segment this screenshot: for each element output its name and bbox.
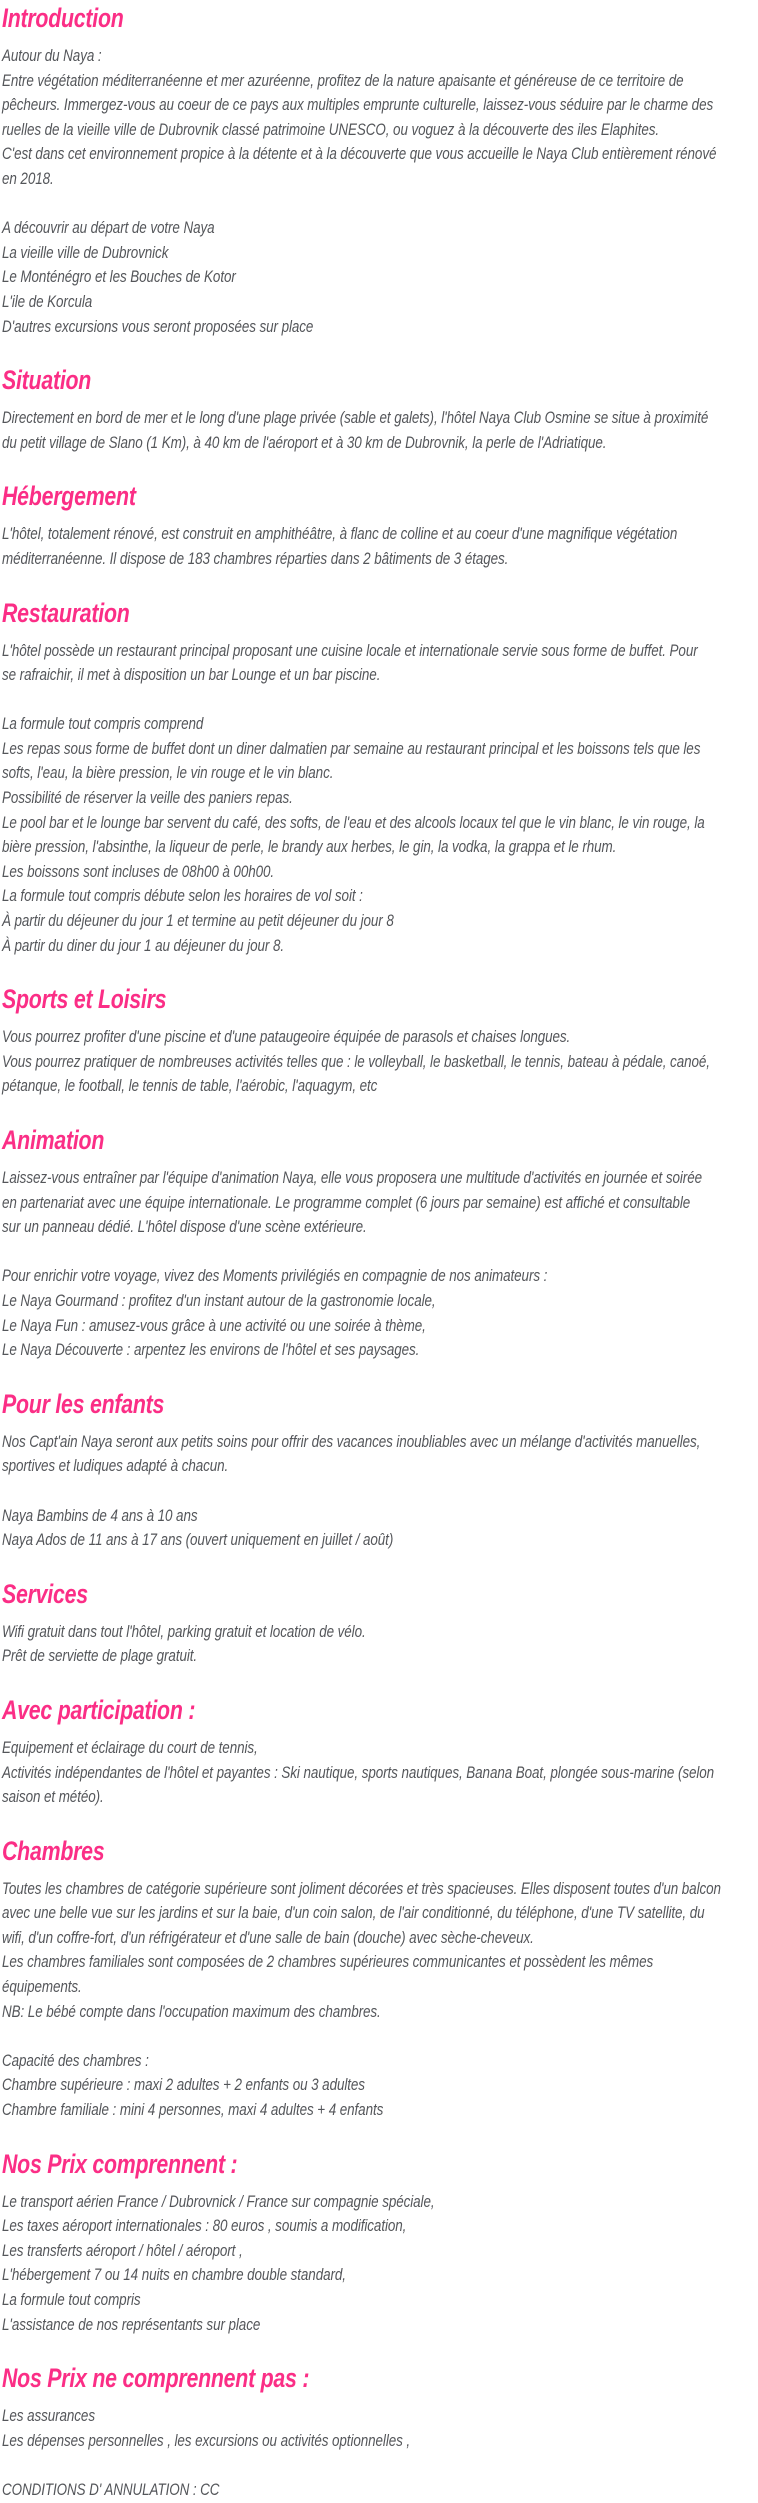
- section-nos-prix-comprennent: [2, 2146, 758, 2338]
- paragraph-block: [2, 1504, 758, 1553]
- section-restauration: [2, 595, 758, 959]
- text-line: Entre végétation méditerranéenne et mer azuréenne, profitez de la nature apaisante et généreuse de ce territoire de: [2, 70, 684, 90]
- paragraph-block: [2, 2049, 758, 2123]
- section-introduction: [2, 0, 758, 339]
- text-line: Le Naya Gourmand : profitez d'un instant autour de la gastronomie locale,: [2, 1290, 436, 1310]
- text-line: Possibilité de réserver la veille des paniers repas.: [2, 788, 293, 808]
- text-line: La vieille ville de Dubrovnick: [2, 242, 169, 262]
- text-line: pétanque, le football, le tennis de table, l'aérobic, l'aquagym, etc: [2, 1076, 378, 1096]
- section-hebergement: [2, 478, 758, 571]
- paragraph-block: [2, 1430, 758, 1479]
- text-line: saison et météo).: [2, 1787, 104, 1807]
- text-line: Les repas sous forme de buffet dont un diner dalmatien par semaine au restaurant principal et les boissons tels que les: [2, 738, 701, 758]
- section-heading-sports-et-loisirs: Sports et Loisirs: [2, 984, 167, 1015]
- text-line: CONDITIONS D' ANNULATION : CC: [2, 2479, 220, 2499]
- text-line: Les boissons sont incluses de 08h00 à 00h00.: [2, 861, 275, 881]
- text-line: Laissez-vous entraîner par l'équipe d'animation Naya, elle vous proposera une multitude d'activités en journée et soirée: [2, 1168, 702, 1187]
- text-line: Naya Bambins de 4 ans à 10 ans: [2, 1505, 198, 1525]
- text-line: Vous pourrez profiter d'une piscine et d'une pataugeoire équipée de parasols et chaises longues.: [2, 1027, 571, 1047]
- text-line: Toutes les chambres de catégorie supérieure sont joliment décorées et très spacieuses. Elles disposent toutes d'un balcon: [2, 1878, 721, 1898]
- text-line: Chambre familiale : mini 4 personnes, maxi 4 adultes + 4 enfants: [2, 2100, 384, 2120]
- paragraph-block: [2, 712, 758, 958]
- section-heading-services: Services: [2, 1578, 88, 1609]
- text-line: D'autres excursions vous seront proposées sur place: [2, 316, 314, 336]
- text-line: Les dépenses personnelles , les excursions ou activités optionnelles ,: [2, 2430, 411, 2450]
- text-line: en 2018.: [2, 168, 54, 188]
- paragraph-block: [2, 1166, 758, 1240]
- text-line: Chambre supérieure : maxi 2 adultes + 2 enfants ou 3 adultes: [2, 2075, 365, 2095]
- section-heading-pour-les-enfants: Pour les enfants: [2, 1388, 165, 1419]
- paragraph-block: [2, 2404, 758, 2453]
- section-nos-prix-ne-comprennent-pas: [2, 2360, 758, 2502]
- text-line: Le Naya Découverte : arpentez les environs de l'hôtel et ses paysages.: [2, 1340, 420, 1360]
- paragraph-block: [2, 1264, 758, 1362]
- paragraph-block: [2, 1736, 758, 1810]
- paragraph-block: [2, 1025, 758, 1099]
- text-line: Wifi gratuit dans tout l'hôtel, parking gratuit et location de vélo.: [2, 1621, 366, 1641]
- paragraph-block: [2, 1877, 758, 2025]
- text-line: L'ile de Korcula: [2, 291, 93, 311]
- paragraph-block: [2, 44, 758, 192]
- text-line: sportives et ludiques adapté à chacun.: [2, 1456, 229, 1476]
- section-heading-introduction: Introduction: [2, 3, 124, 33]
- section-pour-les-enfants: [2, 1386, 758, 1553]
- text-line: La formule tout compris débute selon les horaires de vol soit :: [2, 886, 363, 906]
- text-line: Pour enrichir votre voyage, vivez des Moments privilégiés en compagnie de nos animateurs :: [2, 1266, 548, 1286]
- paragraph-block: [2, 2190, 758, 2338]
- section-heading-chambres: Chambres: [2, 1835, 105, 1866]
- text-line: softs, l'eau, la bière pression, le vin rouge et le vin blanc.: [2, 763, 334, 783]
- section-heading-hebergement: Hébergement: [2, 481, 136, 512]
- section-heading-situation: Situation: [2, 365, 92, 396]
- text-line: en partenariat avec une équipe internationale. Le programme complet (6 jours par semaine) est affiché et consultable: [2, 1192, 691, 1212]
- paragraph-block: [2, 522, 758, 571]
- text-line: ruelles de la vieille ville de Dubrovnik classé patrimoine UNESCO, ou voguez à la découverte des iles Elaphites.: [2, 119, 660, 139]
- text-line: NB: Le bébé compte dans l'occupation maximum des chambres.: [2, 2001, 381, 2021]
- text-line: wifi, d'un coffre-fort, d'un réfrigérateur et d'une salle de bain (douche) avec sèche-cheveux.: [2, 1927, 534, 1947]
- text-line: pêcheurs. Immergez-vous au coeur de ce pays aux multiples emprunte culturelle, laissez-vous séduire par le charme des: [2, 95, 714, 115]
- text-line: Activités indépendantes de l'hôtel et payantes : Ski nautique, sports nautiques, Banana Boat, plongée sous-marine (selon: [2, 1762, 715, 1782]
- text-line: La formule tout compris comprend: [2, 714, 204, 734]
- section-services: [2, 1576, 758, 1669]
- text-line: équipements.: [2, 1977, 82, 1997]
- section-chambres: [2, 1833, 758, 2123]
- text-line: À partir du déjeuner du jour 1 et termine au petit déjeuner du jour 8: [2, 911, 394, 931]
- text-line: Vous pourrez pratiquer de nombreuses activités telles que : le volleyball, le basketball, le tennis, bateau à pédale, canoé,: [2, 1051, 710, 1071]
- text-line: Les chambres familiales sont composées de 2 chambres supérieures communicantes et possèdent les mêmes: [2, 1952, 654, 1972]
- text-line: Le pool bar et le lounge bar servent du café, des softs, de l'eau et des alcools locaux tel que le vin blanc, le vin rouge, la: [2, 812, 705, 832]
- text-line: Equipement et éclairage du court de tennis,: [2, 1737, 258, 1757]
- section-heading-animation: Animation: [2, 1125, 105, 1155]
- section-situation: [2, 362, 758, 455]
- text-line: Le transport aérien France / Dubrovnick / France sur compagnie spéciale,: [2, 2191, 435, 2211]
- text-line: L'hôtel possède un restaurant principal proposant une cuisine locale et internationale servie sous forme de buffet. Pour: [2, 640, 698, 660]
- section-heading-nos-prix-ne-comprennent-pas: Nos Prix ne comprennent pas :: [2, 2363, 310, 2394]
- text-line: L'hébergement 7 ou 14 nuits en chambre double standard,: [2, 2265, 346, 2285]
- section-avec-participation: [2, 1692, 758, 1810]
- paragraph-block: [2, 406, 758, 455]
- text-line: bière pression, l'absinthe, la liqueur de perle, le brandy aux herbes, le gin, la vodka, la grappa et le rhum.: [2, 837, 617, 857]
- text-line: Les transferts aéroport / hôtel / aéroport ,: [2, 2240, 243, 2260]
- paragraph-block: [2, 639, 758, 688]
- text-line: Directement en bord de mer et le long d'une plage privée (sable et galets), l'hôtel Naya Club Osmine se situe à proximité: [2, 408, 709, 428]
- text-line: se rafraichir, il met à disposition un bar Lounge et un bar piscine.: [2, 665, 381, 685]
- text-line: Capacité des chambres :: [2, 2050, 149, 2070]
- text-line: du petit village de Slano (1 Km), à 40 km de l'aéroport et à 30 km de Dubrovnik, la perle de l'Adriatique.: [2, 432, 607, 452]
- text-line: L'hôtel, totalement rénové, est construit en amphithéâtre, à flanc de colline et au coeur d'une magnifique végétation: [2, 524, 678, 544]
- text-line: Les assurances: [2, 2406, 95, 2426]
- text-line: A découvrir au départ de votre Naya: [2, 218, 215, 238]
- section-heading-restauration: Restauration: [2, 597, 130, 628]
- text-line: Prêt de serviette de plage gratuit.: [2, 1646, 198, 1666]
- section-heading-avec-participation: Avec participation :: [2, 1694, 196, 1725]
- text-line: Autour du Naya :: [2, 46, 102, 65]
- text-line: C'est dans cet environnement propice à la détente et à la découverte que vous accueille le Naya Club entièrement rénové: [2, 144, 717, 164]
- text-line: La formule tout compris: [2, 2290, 141, 2309]
- section-sports-et-loisirs: [2, 981, 758, 1099]
- text-line: L'assistance de nos représentants sur place: [2, 2314, 261, 2334]
- section-heading-nos-prix-comprennent: Nos Prix comprennent :: [2, 2148, 238, 2179]
- section-animation: [2, 1122, 758, 1363]
- text-line: À partir du diner du jour 1 au déjeuner du jour 8.: [2, 935, 285, 955]
- text-line: Le Naya Fun : amusez-vous grâce à une activité ou une soirée à thème,: [2, 1315, 426, 1335]
- text-line: avec une belle vue sur les jardins et sur la baie, d'un coin salon, de l'air conditionné, du téléphone, d'une TV satellite, du: [2, 1903, 705, 1923]
- text-line: Nos Capt'ain Naya seront aux petits soins pour offrir des vacances inoubliables avec un mélange d'activités manuelles,: [2, 1431, 701, 1451]
- text-line: Le Monténégro et les Bouches de Kotor: [2, 267, 236, 287]
- paragraph-block: [2, 216, 758, 339]
- text-line: sur un panneau dédié. L'hôtel dispose d'une scène extérieure.: [2, 1217, 367, 1237]
- text-line: Naya Ados de 11 ans à 17 ans (ouvert uniquement en juillet / août): [2, 1530, 394, 1550]
- paragraph-block: [2, 1620, 758, 1669]
- text-line: méditerranéenne. Il dispose de 183 chambres réparties dans 2 bâtiments de 3 étages.: [2, 548, 509, 568]
- text-line: Les taxes aéroport internationales : 80 euros , soumis a modification,: [2, 2216, 407, 2236]
